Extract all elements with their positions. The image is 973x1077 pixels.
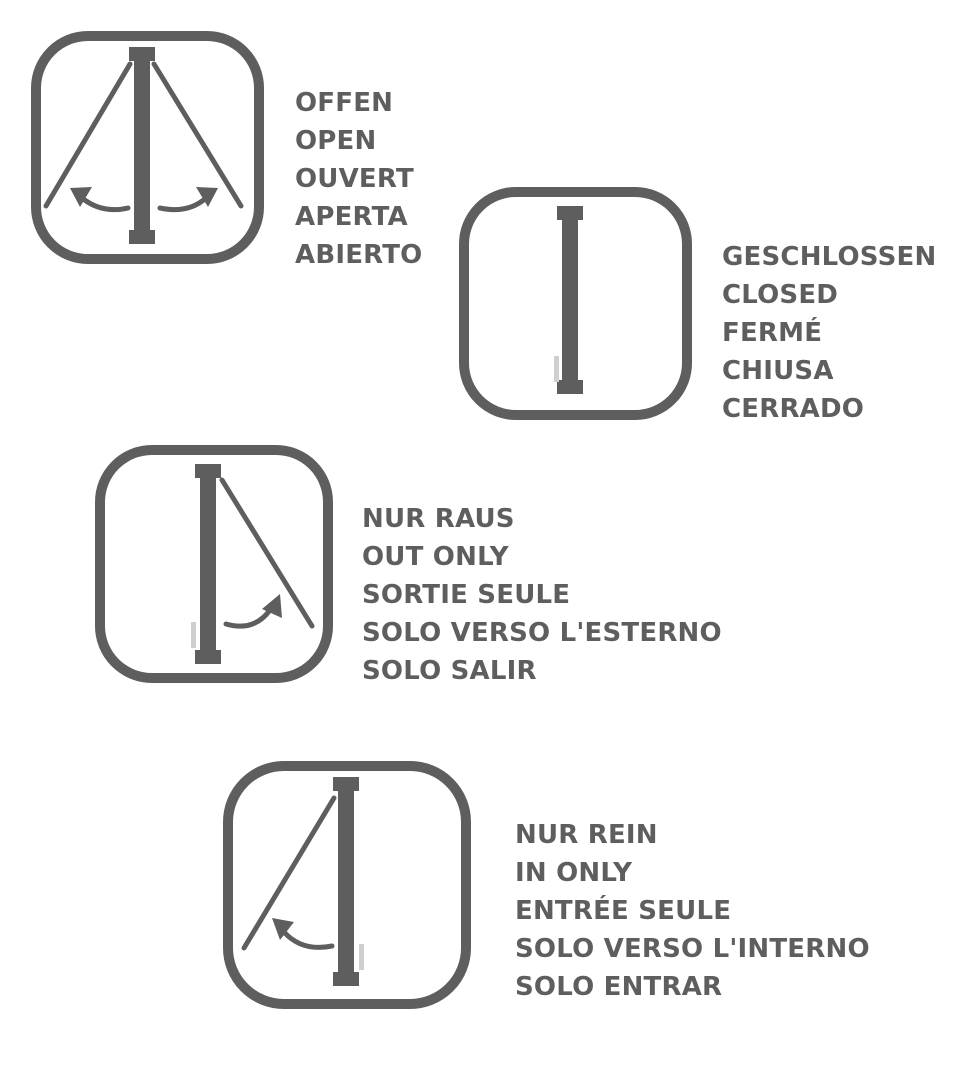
label-out-only-es: SOLO SALIR: [362, 656, 537, 686]
door-out-only-icon: [94, 444, 334, 684]
door-post: [338, 784, 354, 984]
label-out-only-de: NUR RAUS: [362, 504, 515, 534]
door-post-top-cap: [557, 206, 583, 220]
swing-arrow-left: [82, 198, 128, 210]
label-closed-es: CERRADO: [722, 394, 865, 424]
label-closed-fr: FERMÉ: [722, 318, 823, 348]
door-in-only-icon: [222, 760, 472, 1010]
door-closed-icon: [458, 186, 693, 421]
door-post-bottom-cap: [195, 650, 221, 664]
door-post-bottom-cap: [557, 380, 583, 394]
closed-labels: [722, 238, 936, 428]
door-post-top-cap: [333, 777, 359, 791]
door-post-top-cap: [129, 47, 155, 61]
open-labels: [295, 84, 422, 274]
door-post-bottom-cap: [333, 972, 359, 986]
door-leaf-right: [154, 64, 241, 206]
out-only-labels: [362, 500, 722, 690]
door-leaf-left: [46, 64, 130, 206]
label-in-only-fr: ENTRÉE SEULE: [515, 896, 732, 926]
swing-arrow-right: [160, 198, 206, 210]
label-in-only-de: NUR REIN: [515, 820, 658, 850]
label-in-only-en: IN ONLY: [515, 858, 633, 888]
door-leaf: [222, 480, 312, 626]
door-open-both-ways-icon: [30, 30, 265, 265]
label-open-en: OPEN: [295, 126, 377, 156]
label-closed-en: CLOSED: [722, 280, 839, 310]
label-in-only-es: SOLO ENTRAR: [515, 972, 723, 1002]
label-out-only-it: SOLO VERSO L'ESTERNO: [362, 618, 722, 648]
in-only-labels: [515, 816, 870, 1006]
door-post: [562, 212, 578, 392]
label-closed-de: GESCHLOSSEN: [722, 242, 937, 272]
door-post-top-cap: [195, 464, 221, 478]
door-leaf-edge: [191, 622, 196, 648]
label-in-only-it: SOLO VERSO L'INTERNO: [515, 934, 870, 964]
door-post: [134, 54, 150, 244]
label-open-es: ABIERTO: [295, 240, 423, 270]
door-post: [200, 470, 216, 662]
label-closed-it: CHIUSA: [722, 356, 834, 386]
label-out-only-en: OUT ONLY: [362, 542, 509, 572]
label-open-fr: OUVERT: [295, 164, 414, 194]
label-open-de: OFFEN: [295, 88, 394, 118]
door-leaf-edge: [554, 356, 559, 382]
swing-arrow: [284, 932, 332, 947]
swing-arrow: [226, 610, 270, 626]
label-out-only-fr: SORTIE SEULE: [362, 580, 571, 610]
door-post-bottom-cap: [129, 230, 155, 244]
label-open-it: APERTA: [295, 202, 408, 232]
door-leaf-edge: [359, 944, 364, 970]
